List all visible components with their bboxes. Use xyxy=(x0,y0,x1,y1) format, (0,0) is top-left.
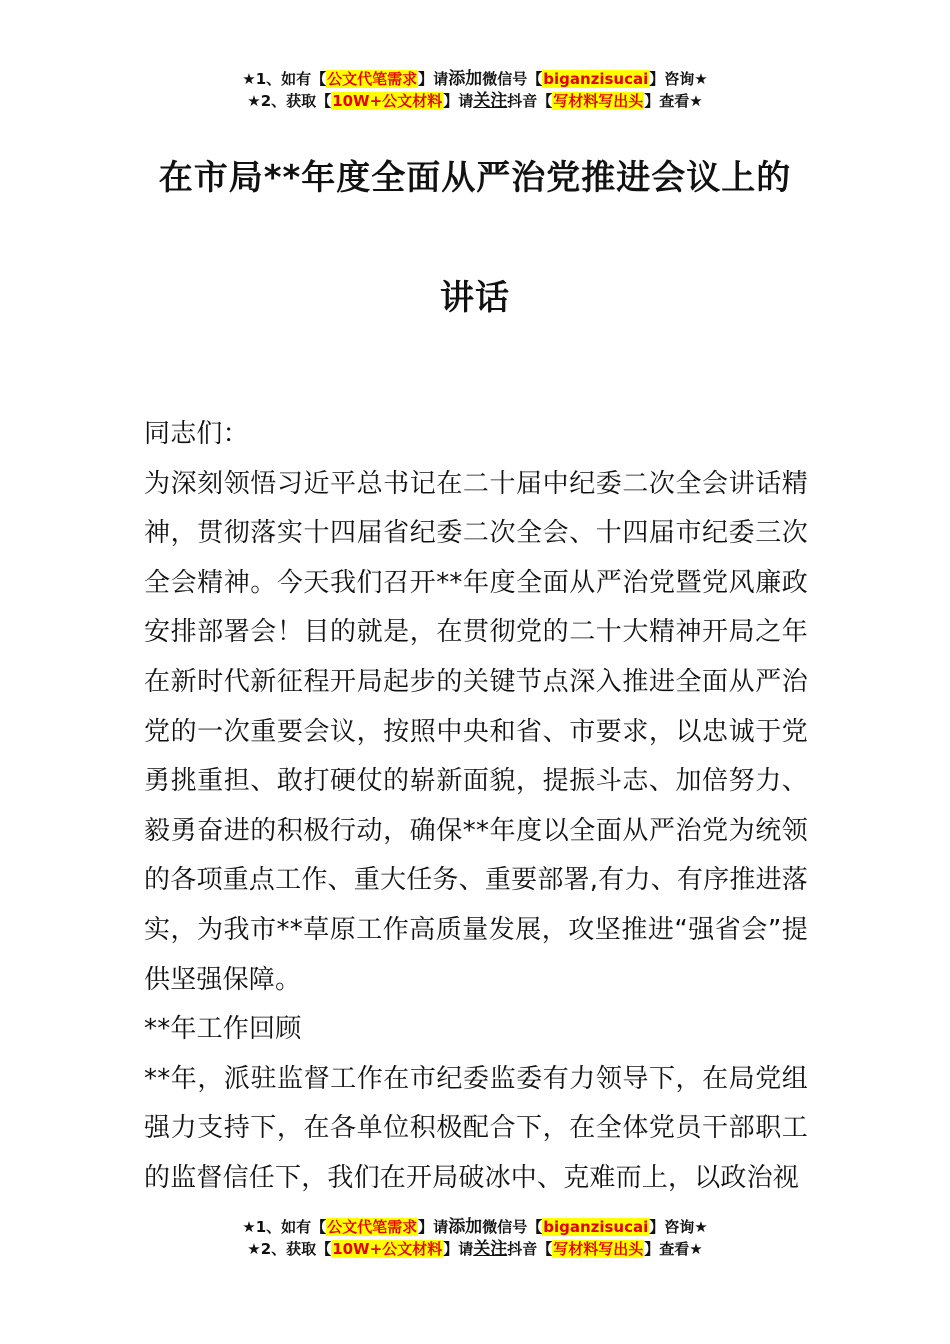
banner-highlight: biganzisucai xyxy=(543,70,649,88)
paragraph: **年，派驻监督工作在市纪委监委有力领导下，在局党组强力支持下，在各单位积极配合下，在全体党员干部职工的监督信任下，我们在开局破冰中、克难而上，以政治视 xyxy=(144,1063,808,1193)
banner-line-2: ★2、获取【10W+公文材料】请关注抖音【写材料写出头】查看★ xyxy=(247,1239,703,1259)
banner-highlight: 10W+公文材料 xyxy=(332,1240,443,1258)
banner-highlight: 公文代笔需求 xyxy=(327,1218,418,1236)
banner-line-2: ★2、获取【10W+公文材料】请关注抖音【写材料写出头】查看★ xyxy=(247,91,703,111)
banner-highlight: 10W+公文材料 xyxy=(332,92,443,110)
footer-banner xyxy=(0,1216,950,1260)
paragraph: 为深刻领悟习近平总书记在二十届中纪委二次全会讲话精神，贯彻落实十四届省纪委二次全会、十四届市纪委三次全会精神。今天我们召开**年度全面从严治党暨党风廉政安排部署会！目的就是，在贯彻党的二十大精神开局之年在新时代新征程开局起步的关键节点深入推进全面从严治党的一次重要会议，按照中央和省、市要求，以忠诚于党勇挑重担、敢打硬仗的崭新面貌，提振斗志、加倍努力、毅勇奋进的积极行动，确保**年度以全面从严治党为统领的各项重点工作、重大任务、重要部署,有力、有序推进落实，为我市**草原工作高质量发展，攻坚推进“强省会”提供坚强保障。 xyxy=(144,468,808,995)
banner-highlight: 写材料写出头 xyxy=(553,92,644,110)
section-heading: **年工作回顾 xyxy=(144,1014,302,1045)
banner-highlight: 写材料写出头 xyxy=(553,1240,644,1258)
document-title-line-1: 在市局**年度全面从严治党推进会议上的 xyxy=(158,158,792,198)
banner-highlight: biganzisucai xyxy=(543,1218,649,1236)
document-title-line-2: 讲话 xyxy=(440,278,510,318)
banner-line-1: ★1、如有【公文代笔需求】请添加微信号【biganzisucai】咨询★ xyxy=(242,1217,708,1237)
header-banner xyxy=(0,68,950,112)
banner-line-1: ★1、如有【公文代笔需求】请添加微信号【biganzisucai】咨询★ xyxy=(242,69,708,89)
banner-highlight: 公文代笔需求 xyxy=(327,70,418,88)
salutation: 同志们： xyxy=(144,419,249,449)
document-body xyxy=(144,410,808,1204)
